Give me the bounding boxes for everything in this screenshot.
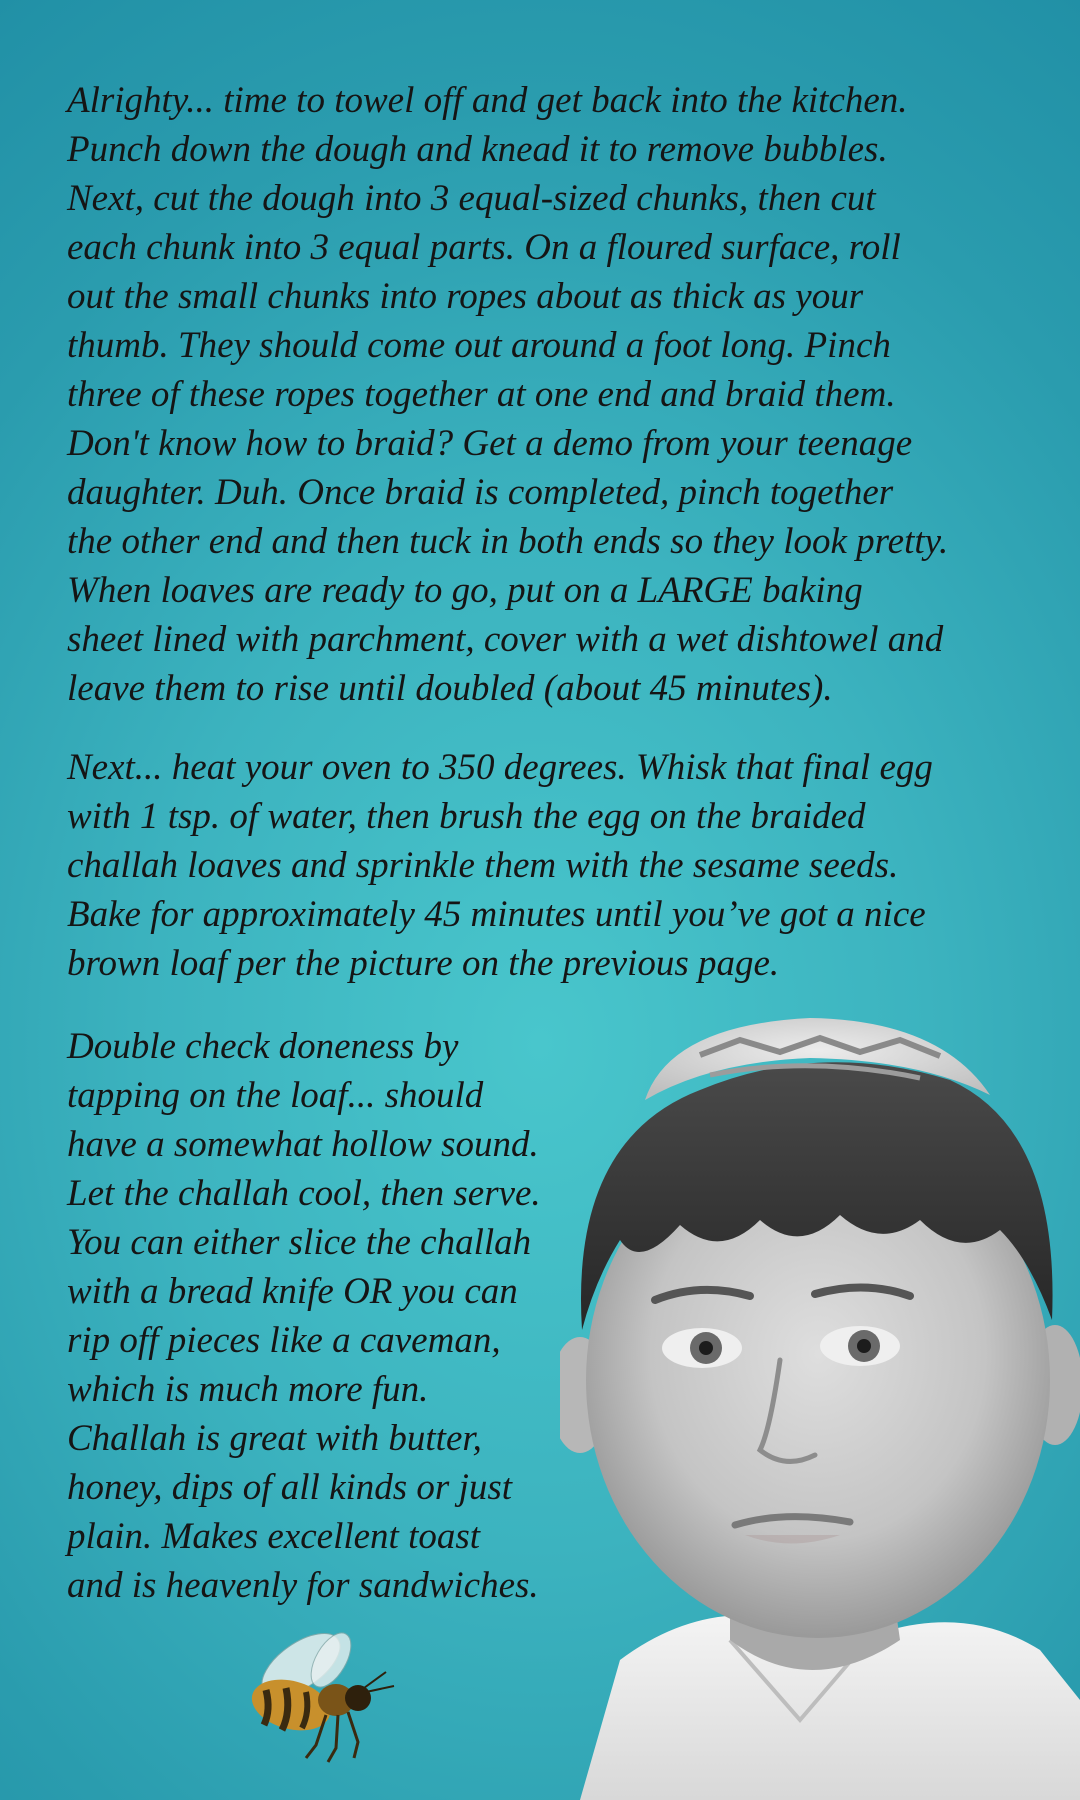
paragraph-serving (67, 1022, 627, 1610)
boy-photo (560, 1000, 1080, 1800)
text-line: Alrighty... time to towel off and get back into the kitchen. (67, 80, 908, 121)
text-line: with a bread knife OR you can (67, 1271, 518, 1312)
text-line: the other end and then tuck in both ends so they look pretty. (67, 521, 949, 562)
text-line: leave them to rise until doubled (about 45 minutes). (67, 668, 833, 709)
text-line: have a somewhat hollow sound. (67, 1124, 539, 1165)
text-line: tapping on the loaf... should (67, 1075, 484, 1116)
paragraph-baking (67, 743, 1057, 988)
paragraph-braiding (67, 76, 1057, 713)
text-line: which is much more fun. (67, 1369, 429, 1410)
text-line: plain. Makes excellent toast (67, 1516, 481, 1557)
text-line: Punch down the dough and knead it to remove bubbles. (67, 129, 888, 170)
text-line: Next, cut the dough into 3 equal-sized chunks, then cut (67, 178, 876, 219)
text-line: Bake for approximately 45 minutes until you’ve got a nice (67, 894, 926, 935)
text-line: sheet lined with parchment, cover with a wet dishtowel and (67, 619, 944, 660)
text-line: honey, dips of all kinds or just (67, 1467, 513, 1508)
text-line: thumb. They should come out around a foot long. Pinch (67, 325, 891, 366)
text-line: challah loaves and sprinkle them with the sesame seeds. (67, 845, 899, 886)
text-line: Let the challah cool, then serve. (67, 1173, 541, 1214)
text-line: Double check doneness by (67, 1026, 459, 1067)
text-line: and is heavenly for sandwiches. (67, 1565, 539, 1606)
text-line: Next... heat your oven to 350 degrees. Whisk that final egg (67, 747, 933, 788)
text-line: out the small chunks into ropes about as thick as your (67, 276, 864, 317)
text-line: rip off pieces like a caveman, (67, 1320, 501, 1361)
text-line: with 1 tsp. of water, then brush the egg on the braided (67, 796, 866, 837)
text-line: each chunk into 3 equal parts. On a floured surface, roll (67, 227, 901, 268)
text-line: Challah is great with butter, (67, 1418, 482, 1459)
text-line: daughter. Duh. Once braid is completed, pinch together (67, 472, 894, 513)
text-line: brown loaf per the picture on the previous page. (67, 943, 780, 984)
text-line: three of these ropes together at one end and braid them. (67, 374, 896, 415)
text-line: You can either slice the challah (67, 1222, 532, 1263)
text-line: When loaves are ready to go, put on a LARGE baking (67, 570, 863, 611)
bee-icon (236, 1620, 406, 1770)
text-line: Don't know how to braid? Get a demo from your teenage (67, 423, 913, 464)
